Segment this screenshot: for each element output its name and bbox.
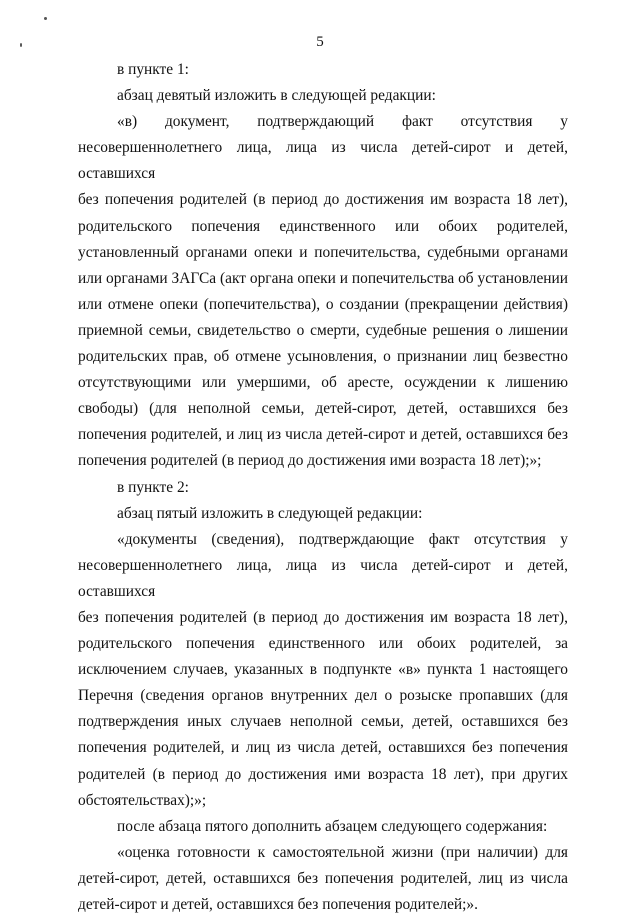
text-line: исключением случаев, указанных в подпункте «в» пункта 1 настоящего [78, 661, 568, 679]
scan-speck [44, 17, 47, 20]
text-line: несовершеннолетнего лица, лица из числа детей-сирот и детей, оставшихся [78, 139, 568, 183]
text-line: родителей (в период до достижения ими возраста 18 лет), при других [78, 765, 568, 783]
text-line: установленный органами опеки и попечительства, судебными органами [78, 243, 568, 261]
page-number: 5 [316, 34, 324, 50]
text-line: попечения родителей (в период до достижения ими возраста 18 лет);»; [78, 452, 542, 470]
text-line: в пункте 2: [117, 478, 189, 496]
text-line: обстоятельствах);»; [78, 791, 207, 809]
text-line: или органами ЗАГСа (акт органа опеки и попечительства об установлении [78, 269, 568, 287]
text-line: «документы (сведения), подтверждающие факт отсутствия у [117, 530, 568, 548]
text-line: в пункте 1: [117, 61, 189, 78]
text-line: попечения родителей, и лиц из числа детей, оставшихся без попечения [78, 739, 568, 757]
text-line: или отмене опеки (попечительства), о создании (прекращении действия) [78, 295, 568, 313]
text-line: «оценка готовности к самостоятельной жизни (при наличии) для [117, 843, 568, 861]
text-line: без попечения родителей (в период до достижения им возраста 18 лет), [78, 191, 568, 209]
text-line: без попечения родителей (в период до достижения им возраста 18 лет), [78, 608, 568, 626]
text-line: подтверждения иных случаев неполной семьи, детей, оставшихся без [78, 713, 568, 731]
text-line: «в) документ, подтверждающий факт отсутствия у [117, 113, 568, 131]
text-line: несовершеннолетнего лица, лица из числа детей-сирот и детей, оставшихся [78, 556, 568, 600]
document-body [78, 57, 568, 918]
text-line: родительского попечения единственного или обоих родителей, [78, 217, 568, 235]
text-line: детей-сирот и детей, оставшихся без попечения родителей;». [78, 896, 478, 913]
text-line: приемной семьи, свидетельство о смерти, судебные решения о лишении [78, 321, 568, 339]
text-line: Перечня (сведения органов внутренних дел о розыске пропавших (для [78, 687, 568, 705]
text-line: после абзаца пятого дополнить абзацем следующего содержания: [117, 817, 548, 835]
text-line: абзац девятый изложить в следующей редакции: [117, 87, 436, 105]
text-line: отсутствующими или умершими, об аресте, осуждении к лишению [78, 374, 568, 392]
text-line: свободы) (для неполной семьи, детей-сирот, детей, оставшихся без [78, 400, 568, 418]
text-line: детей-сирот, детей, оставшихся без попечения родителей, лиц из числа [78, 869, 568, 887]
text-line: попечения родителей, и лиц из числа детей-сирот и детей, оставшихся без [78, 426, 568, 444]
text-line: абзац пятый изложить в следующей редакции: [117, 504, 423, 522]
text-line: родительских прав, об отмене усыновления, о признании лиц безвестно [78, 348, 568, 366]
text-line: родительского попечения единственного или обоих родителей, за [78, 635, 568, 653]
